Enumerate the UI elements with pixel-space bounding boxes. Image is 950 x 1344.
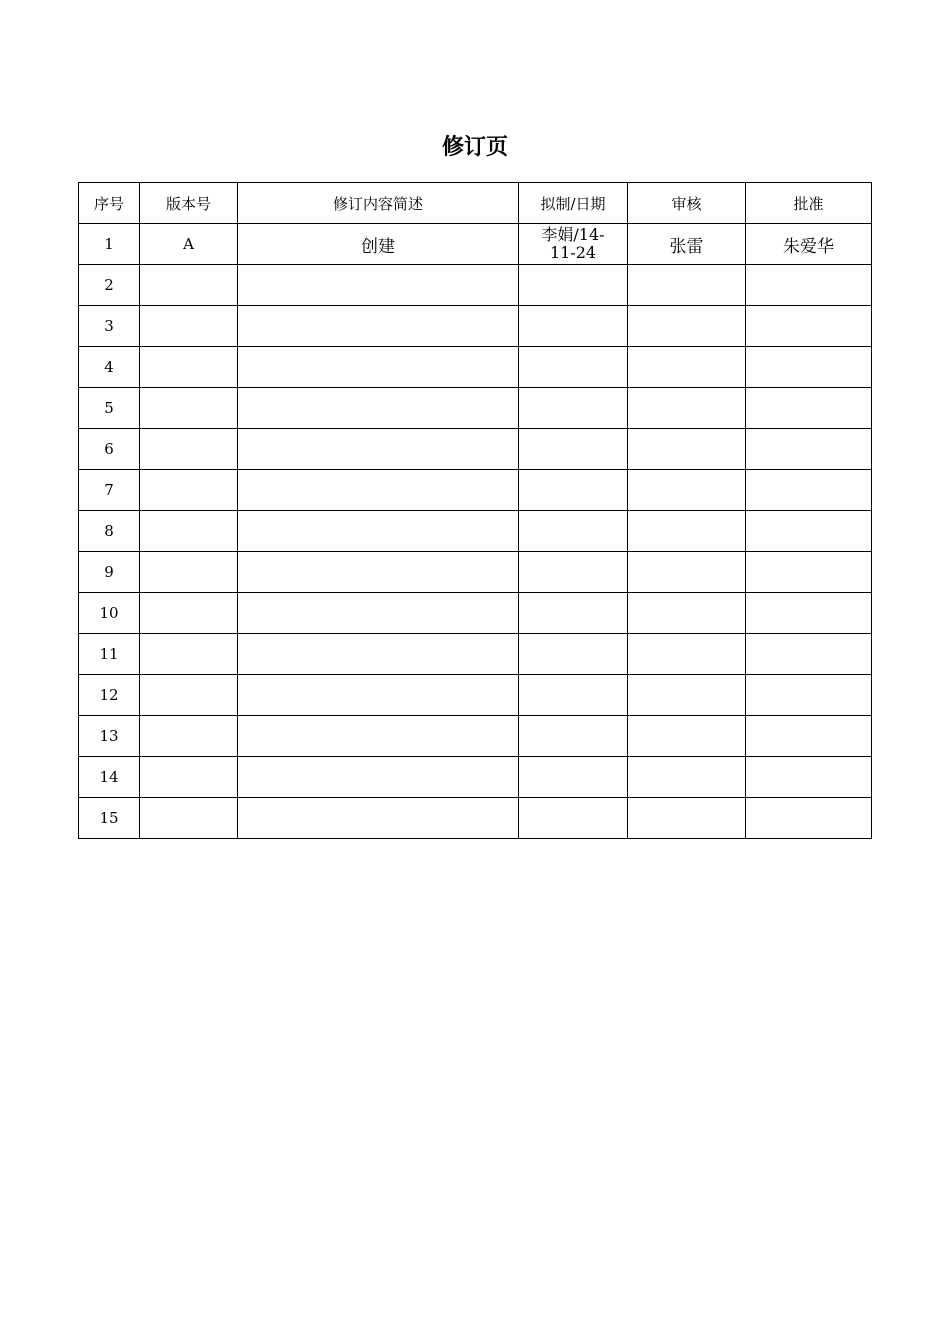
revision-table [78, 182, 872, 839]
cell-version [140, 757, 238, 798]
table-row [79, 634, 872, 675]
cell-approver [746, 347, 872, 388]
cell-version [140, 798, 238, 839]
cell-reviewer [628, 429, 746, 470]
table-row [79, 429, 872, 470]
cell-reviewer [628, 675, 746, 716]
cell-version [140, 716, 238, 757]
cell-content [238, 675, 519, 716]
cell-reviewer [628, 388, 746, 429]
table-row [79, 224, 872, 265]
cell-no: 15 [79, 798, 140, 839]
cell-no: 11 [79, 634, 140, 675]
cell-approver [746, 388, 872, 429]
cell-no: 2 [79, 265, 140, 306]
cell-reviewer [628, 593, 746, 634]
table-row [79, 347, 872, 388]
cell-drafter-date [519, 634, 628, 675]
table-row [79, 716, 872, 757]
cell-reviewer: 张雷 [628, 224, 746, 265]
cell-no: 10 [79, 593, 140, 634]
cell-reviewer [628, 347, 746, 388]
cell-no: 8 [79, 511, 140, 552]
cell-drafter-date [519, 757, 628, 798]
cell-approver [746, 552, 872, 593]
header-content: 修订内容简述 [238, 183, 519, 224]
cell-drafter-date [519, 470, 628, 511]
cell-approver [746, 798, 872, 839]
drafter-line-1: 李娟/14- [541, 225, 605, 244]
cell-reviewer [628, 757, 746, 798]
table-row [79, 798, 872, 839]
cell-content [238, 757, 519, 798]
cell-no: 14 [79, 757, 140, 798]
cell-reviewer [628, 306, 746, 347]
cell-version [140, 347, 238, 388]
header-no: 序号 [79, 183, 140, 224]
cell-reviewer [628, 552, 746, 593]
cell-version [140, 675, 238, 716]
table-row [79, 757, 872, 798]
cell-version [140, 593, 238, 634]
cell-approver [746, 634, 872, 675]
cell-no: 13 [79, 716, 140, 757]
cell-reviewer [628, 511, 746, 552]
table-row [79, 511, 872, 552]
cell-drafter-date [519, 716, 628, 757]
cell-approver [746, 429, 872, 470]
header-reviewer: 审核 [628, 183, 746, 224]
page-title: 修订页 [441, 135, 508, 160]
cell-no: 1 [79, 224, 140, 265]
table-row [79, 265, 872, 306]
cell-version [140, 306, 238, 347]
cell-no: 4 [79, 347, 140, 388]
cell-content [238, 593, 519, 634]
cell-no: 3 [79, 306, 140, 347]
cell-version [140, 470, 238, 511]
cell-approver [746, 265, 872, 306]
cell-drafter-date [519, 798, 628, 839]
cell-content [238, 634, 519, 675]
cell-drafter-date [519, 429, 628, 470]
cell-version [140, 511, 238, 552]
cell-content [238, 388, 519, 429]
cell-approver [746, 511, 872, 552]
cell-version [140, 265, 238, 306]
cell-no: 6 [79, 429, 140, 470]
cell-drafter-date [519, 347, 628, 388]
cell-content [238, 552, 519, 593]
cell-content [238, 716, 519, 757]
cell-reviewer [628, 265, 746, 306]
cell-approver [746, 716, 872, 757]
cell-content [238, 347, 519, 388]
cell-content [238, 265, 519, 306]
cell-content [238, 798, 519, 839]
table-header-row [79, 183, 872, 224]
cell-content: 创建 [238, 224, 519, 265]
table-row [79, 388, 872, 429]
cell-no: 12 [79, 675, 140, 716]
cell-reviewer [628, 716, 746, 757]
cell-reviewer [628, 634, 746, 675]
cell-approver: 朱爱华 [746, 224, 872, 265]
cell-content [238, 306, 519, 347]
table-row [79, 552, 872, 593]
cell-drafter-date [519, 511, 628, 552]
cell-drafter-date [519, 593, 628, 634]
cell-no: 9 [79, 552, 140, 593]
cell-approver [746, 470, 872, 511]
cell-approver [746, 757, 872, 798]
cell-drafter-date [519, 224, 628, 265]
cell-reviewer [628, 470, 746, 511]
cell-no: 5 [79, 388, 140, 429]
cell-version [140, 634, 238, 675]
cell-approver [746, 675, 872, 716]
table-row [79, 593, 872, 634]
cell-approver [746, 593, 872, 634]
cell-content [238, 511, 519, 552]
cell-content [238, 429, 519, 470]
header-approver: 批准 [746, 183, 872, 224]
cell-drafter-date [519, 388, 628, 429]
cell-approver [746, 306, 872, 347]
cell-no: 7 [79, 470, 140, 511]
table-row [79, 306, 872, 347]
cell-version [140, 552, 238, 593]
cell-drafter-date [519, 675, 628, 716]
cell-drafter-date [519, 265, 628, 306]
drafter-line-2: 11-24 [549, 243, 597, 262]
table-row [79, 470, 872, 511]
cell-drafter-date [519, 552, 628, 593]
cell-content [238, 470, 519, 511]
cell-reviewer [628, 798, 746, 839]
cell-drafter-date [519, 306, 628, 347]
table-row [79, 675, 872, 716]
header-version: 版本号 [140, 183, 238, 224]
header-drafter-date: 拟制/日期 [519, 183, 628, 224]
cell-version [140, 388, 238, 429]
cell-version: A [140, 224, 238, 265]
cell-version [140, 429, 238, 470]
